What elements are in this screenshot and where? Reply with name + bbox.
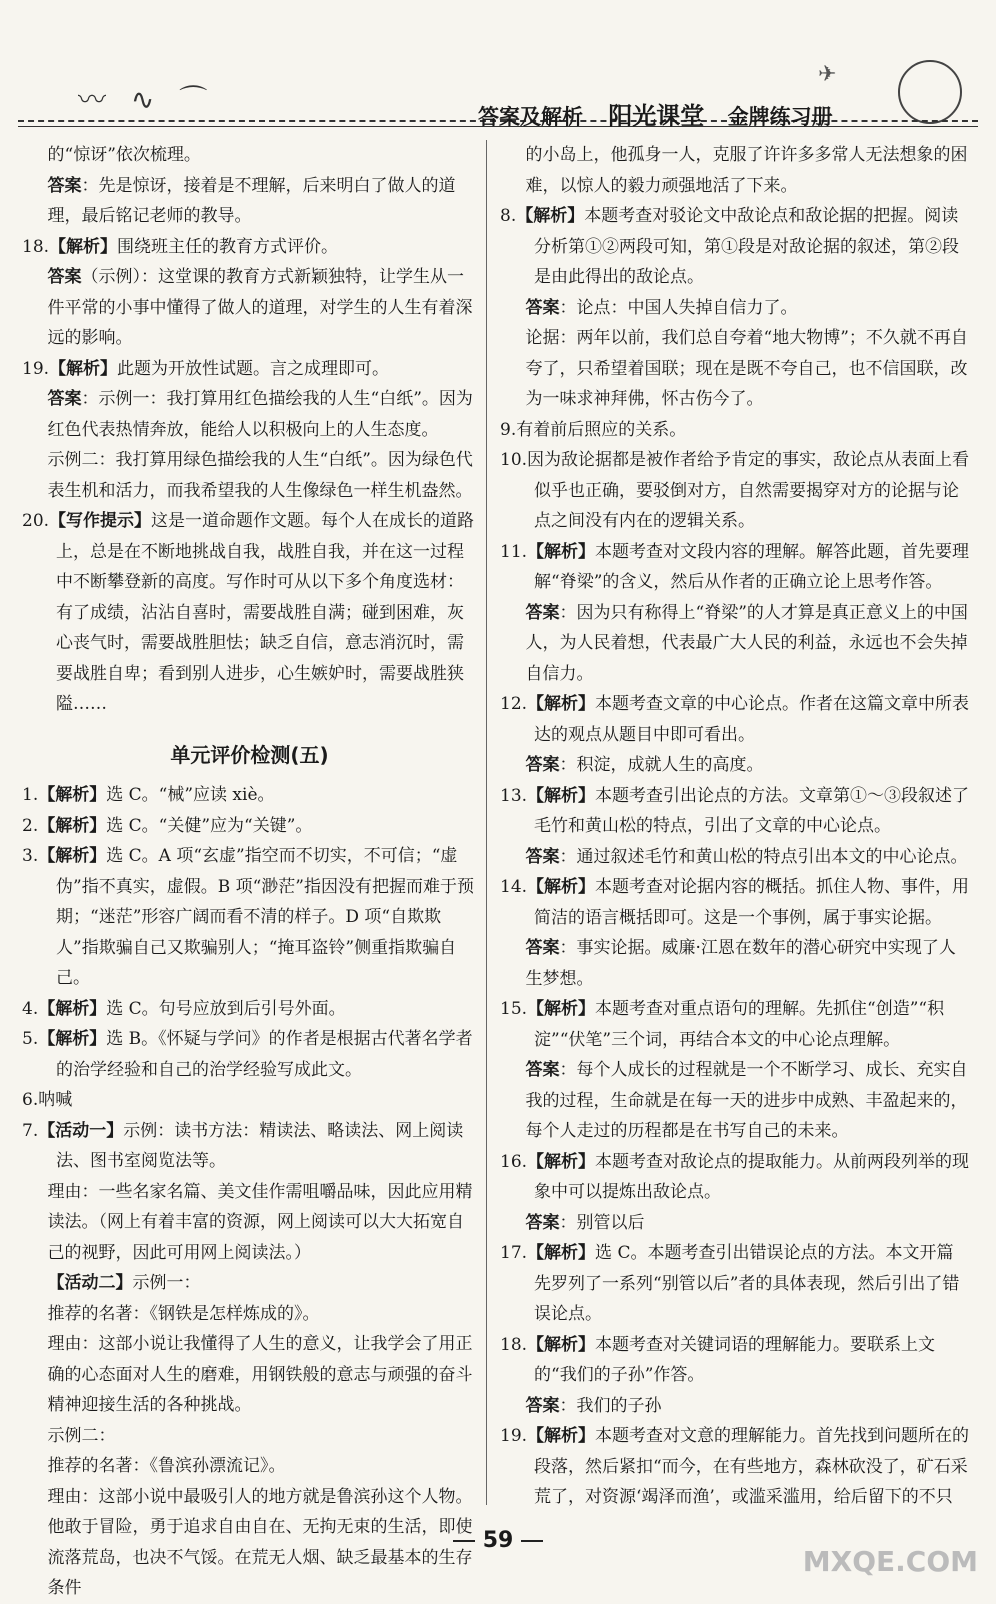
question-number: 9.	[500, 419, 517, 440]
question-number: 2.	[22, 815, 39, 836]
answer-label: 答案	[525, 1395, 560, 1416]
answer-label: 【解析】	[49, 358, 118, 379]
answer-label: 【解析】	[516, 206, 585, 226]
answer-paragraph	[22, 1451, 477, 1482]
answer-text: 围绕班主任的教育方式评价。	[117, 236, 339, 257]
question-number: 19.	[500, 1426, 528, 1446]
answer-text: 示例：读书方法：精读法、略读法、网上阅读法、图书室阅览法等。	[56, 1120, 464, 1171]
answer-paragraph	[500, 1055, 970, 1147]
question-number: 14.	[500, 877, 528, 897]
answer-paragraph	[22, 506, 477, 720]
globe-decoration-icon	[898, 60, 962, 124]
answer-text: 本题考查对重点语句的理解。先抓住“创造”“积淀”“伏笔”三个词，再结合本文的中心论点理解。	[534, 999, 945, 1050]
answer-text: 因为敌论据都是被作者给予肯定的事实，敌论点从表面上看似乎也正确，要驳倒对方，自然需要揭穿对方的论据与论点之间没有内在的逻辑关系。	[527, 450, 970, 531]
answer-text: 这是一道命题作文题。每个人在成长的道路上，总是在不断地挑战自我，战胜自我，并在这一过程中不断攀登新的高度。写作时可从以下多个角度选材：有了成绩，沾沾自喜时，需要战胜自满；碰到困难，灰心丧气时，需要战胜胆怯；缺乏自信，意志消沉时，需要战胜自卑；看到别人进步，心生嫉妒时，需要战胜狭隘……	[56, 511, 475, 714]
question-number: 11.	[500, 541, 528, 562]
answer-label: 答案	[525, 602, 560, 623]
answer-paragraph	[500, 1421, 970, 1513]
answer-paragraph	[22, 262, 477, 354]
answer-text: 理由：一些名家名篇、美文佳作需咀嚼品味，因此应用精读法。（网上有着丰富的资源，网上阅读可以大大拓宽自己的视野，因此可用网上阅读法。）	[47, 1181, 473, 1263]
answer-paragraph	[500, 842, 970, 873]
question-number: 20.	[22, 511, 50, 531]
answer-text: 论据：两年以前，我们总自夸着“地大物博”；不久就不再自夸了，只希望着国联；现在是既不夸自己，也不信国联，改为一味求神拜佛，怀古伤今了。	[525, 328, 968, 409]
answer-label: 【解析】	[527, 1426, 596, 1446]
answer-label: 【解析】	[527, 877, 596, 897]
question-number: 5.	[22, 1029, 39, 1049]
question-number: 12.	[500, 694, 528, 714]
answer-label: 【解析】	[527, 1334, 596, 1355]
answer-paragraph	[22, 1329, 477, 1421]
answer-text: ：别管以后	[559, 1212, 645, 1233]
answer-paragraph	[500, 598, 970, 690]
question-number: 8.	[500, 206, 517, 226]
answer-label: 答案	[47, 175, 82, 196]
answer-text: 本题考查对关键词语的理解能力。要联系上文的“我们的子孙”作答。	[534, 1334, 936, 1385]
answer-paragraph	[500, 201, 970, 293]
answer-paragraph	[500, 1330, 970, 1391]
answer-text: 理由：这部小说让我懂得了人生的意义，让我学会了用正确的心态面对人生的磨难，用钢铁般的意志与顽强的奋斗精神迎接生活的各种挑战。	[47, 1334, 473, 1415]
answer-text: 本题考查引出论点的方法。文章第①～③段叙述了毛竹和黄山松的特点，引出了文章的中心论点。	[534, 785, 970, 836]
answer-paragraph	[22, 171, 477, 232]
header-title	[478, 96, 833, 131]
answer-label: 答案	[525, 755, 560, 775]
question-number: 4.	[22, 998, 39, 1019]
answer-label: 答案	[525, 297, 560, 318]
answer-text: 选 C。“械”应读 xiè。	[106, 785, 275, 805]
answer-label: 【写作提示】	[49, 511, 152, 531]
answer-text: 选 B。《怀疑与学问》的作者是根据古代著名学者的治学经验和自己的治学经验写成此文。	[56, 1029, 473, 1080]
answer-paragraph	[500, 537, 970, 598]
answer-text: 本题考查对敌论点的提取能力。从前两段列举的现象中可以提炼出敌论点。	[534, 1151, 970, 1202]
answer-text: 呐喊	[38, 1090, 73, 1110]
question-number: 17.	[500, 1243, 528, 1263]
question-number: 19.	[22, 358, 50, 379]
answer-paragraph	[500, 415, 970, 446]
footer-dash-right	[521, 1540, 543, 1542]
question-number: 18.	[22, 236, 50, 257]
answer-text: 推荐的名著：《钢铁是怎样炼成的》。	[47, 1303, 320, 1324]
answer-text: 选 C。“关健”应为“关键”。	[106, 815, 313, 836]
header-title-brand: 阳光课堂	[608, 102, 705, 130]
answer-text: 本题考查对论据内容的概括。抓住人物、事件，用简洁的语言概括即可。这是一个事例，属于事实论据。	[534, 877, 970, 928]
answer-text: （示例）：这堂课的教育方式新颖独特，让学生从一件平常的小事中懂得了做人的道理，对学生的人生有着深远的影响。	[47, 267, 473, 348]
answer-label: 【活动一】	[38, 1120, 124, 1141]
answer-label: 【解析】	[527, 999, 596, 1019]
page-header	[18, 60, 978, 140]
answer-label: 答案	[47, 267, 82, 287]
answer-label: 答案	[525, 846, 560, 867]
answer-label: 答案	[525, 938, 560, 958]
answer-paragraph	[22, 1024, 477, 1085]
answer-paragraph	[500, 1238, 970, 1330]
question-number: 15.	[500, 999, 528, 1019]
answer-text: 的小岛上，他孤身一人，克服了许许多多常人无法想象的困难，以惊人的毅力顽强地活了下来。	[525, 145, 968, 196]
question-number: 18.	[500, 1334, 528, 1355]
answer-label: 【解析】	[527, 1243, 596, 1263]
answer-label: 【解析】	[38, 998, 107, 1019]
answer-label: 【解析】	[527, 785, 596, 806]
answer-text: 理由：这部小说中最吸引人的地方就是鲁滨孙这个人物。他敢于冒险，勇于追求自由自在、无拘无束的生活，即使流落荒岛，也决不气馁。在荒无人烟、缺乏最基本的生存条件	[47, 1486, 473, 1598]
answer-paragraph	[500, 781, 970, 842]
answer-paragraph	[500, 750, 970, 781]
answer-label: 【解析】	[38, 785, 107, 805]
answer-paragraph	[22, 1299, 477, 1330]
answer-label: 【解析】	[527, 1151, 596, 1172]
header-title-answers: 答案及解析	[478, 105, 583, 129]
answer-label: 答案	[525, 1060, 560, 1080]
question-number: 7.	[22, 1120, 39, 1141]
answer-text: 示例一：	[132, 1273, 201, 1293]
answer-paragraph	[22, 811, 477, 842]
question-number: 16.	[500, 1151, 528, 1172]
answer-label: 【活动二】	[47, 1273, 133, 1293]
answer-text: 本题考查文章的中心论点。作者在这篇文章中所表达的观点从题目中即可看出。	[534, 694, 970, 745]
answer-text: 本题考查对文段内容的理解。解答此题，首先要理解“脊梁”的含义，然后从作者的正确立论上思考作答。	[534, 541, 970, 592]
answer-text: ：积淀，成就人生的高度。	[559, 755, 764, 775]
header-title-series: 金牌练习册	[727, 105, 833, 129]
answer-text: 本题考查对文意的理解能力。首先找到问题所在的段落，然后紧扣“而今，在有些地方，森林砍没了，矿石采荒了，对资源‘竭泽而渔’，或滥采滥用，给后留下的不只	[534, 1426, 970, 1507]
answer-text: ：每个人成长的过程就是一个不断学习、成长、充实自我的过程，生命就是在每一天的进步中成熟、丰盈起来的，每个人走过的历程都是在书写自己的未来。	[525, 1060, 968, 1141]
answer-paragraph	[22, 140, 477, 171]
answer-text: ：我们的子孙	[559, 1395, 662, 1416]
answer-paragraph	[22, 445, 477, 506]
answer-paragraph	[22, 232, 477, 263]
answer-paragraph	[22, 1268, 477, 1299]
answer-paragraph	[22, 354, 477, 385]
answer-text: ：因为只有称得上“脊梁”的人才算是真正意义上的中国人，为人民着想，代表最广大人民的利益，永远也不会失掉自信力。	[525, 602, 968, 684]
answer-label: 【解析】	[38, 815, 107, 836]
answer-paragraph	[22, 1177, 477, 1269]
answer-text: ：通过叙述毛竹和黄山松的特点引出本文的中心论点。	[559, 846, 968, 867]
question-number: 3.	[22, 846, 39, 866]
answer-text: ：示例一：我打算用红色描绘我的人生“白纸”。因为红色代表热情奔放，能给人以积极向上的人生态度。	[47, 389, 473, 440]
answer-text: 示例二：我打算用绿色描绘我的人生“白纸”。因为绿色代表生机和活力，而我希望我的人生像绿色一样生机盎然。	[47, 450, 473, 501]
answer-text: 选 C。句号应放到后引号外面。	[106, 998, 346, 1019]
question-number: 6.	[22, 1090, 39, 1110]
answer-text: 有着前后照应的关系。	[516, 419, 687, 440]
answer-paragraph	[500, 994, 970, 1055]
answer-text: 本题考查对驳论文中敌论点和敌论据的把握。阅读分析第①②两段可知，第①段是对敌论据的叙述，第②段是由此得出的敌论点。	[534, 206, 959, 287]
answer-paragraph	[22, 1421, 477, 1452]
paper-plane-icon: ✈	[818, 62, 837, 87]
answer-label: 【解析】	[527, 541, 596, 562]
answer-label: 【解析】	[38, 1029, 107, 1049]
answer-label: 答案	[47, 389, 82, 409]
answer-paragraph	[500, 689, 970, 750]
answer-label: 答案	[525, 1212, 560, 1233]
answer-paragraph	[500, 445, 970, 537]
section-title: 单元评价检测(五)	[170, 742, 329, 767]
answer-paragraph	[22, 1116, 477, 1177]
answer-text: 示例二：	[47, 1425, 116, 1446]
answer-paragraph	[500, 140, 970, 201]
answer-paragraph	[22, 780, 477, 811]
answer-label: 【解析】	[38, 846, 107, 866]
birds-icon: 〰 ∿ ⌒	[78, 83, 216, 116]
page-number: 59	[482, 1528, 514, 1553]
answer-paragraph	[22, 841, 477, 994]
left-column	[22, 140, 477, 1604]
answer-text: ：先是惊讶，接着是不理解，后来明白了做人的道理，最后铭记老师的教导。	[47, 175, 456, 226]
answer-text: 选 C。A 项“玄虚”指空而不切实，不可信；“虚伪”指不真实，虚假。B 项“渺茫”指因没有把握而难于预期；“迷茫”形容广阔而看不清的样子。D 项“自欺欺人”指欺骗自己又欺骗别人；“掩耳盗铃”侧重指欺骗自己。	[56, 846, 474, 988]
footer-dash-left	[453, 1540, 475, 1542]
answer-text: 此题为开放性试题。言之成理即可。	[117, 358, 390, 379]
answer-paragraph	[500, 293, 970, 324]
answer-paragraph	[500, 1147, 970, 1208]
answer-paragraph	[500, 933, 970, 994]
answer-label: 【解析】	[49, 236, 118, 257]
question-number: 13.	[500, 785, 528, 806]
answer-text: 推荐的名著：《鲁滨孙漂流记》。	[47, 1456, 286, 1476]
answer-text: ：事实论据。威廉·江恩在数年的潜心研究中实现了人生梦想。	[525, 938, 956, 989]
answer-paragraph	[22, 1085, 477, 1116]
answer-paragraph	[500, 323, 970, 415]
answer-text: 选 C。本题考查引出错误论点的方法。本文开篇先罗列了一系列“别管以后”者的具体表现，然后引出了错误论点。	[534, 1243, 960, 1324]
answer-text: 的“惊讶”依次梳理。	[47, 145, 201, 165]
answer-paragraph	[22, 994, 477, 1025]
column-divider	[486, 140, 487, 1505]
answer-paragraph	[22, 384, 477, 445]
question-number: 10.	[500, 450, 528, 470]
answer-text: ：论点：中国人失掉自信力了。	[559, 297, 798, 318]
question-number: 1.	[22, 785, 39, 805]
answer-paragraph	[500, 872, 970, 933]
answer-paragraph	[500, 1208, 970, 1239]
answer-paragraph	[500, 1391, 970, 1422]
watermark: MXQE.COM	[802, 1545, 978, 1578]
answer-label: 【解析】	[527, 694, 596, 714]
right-column	[500, 140, 970, 1513]
